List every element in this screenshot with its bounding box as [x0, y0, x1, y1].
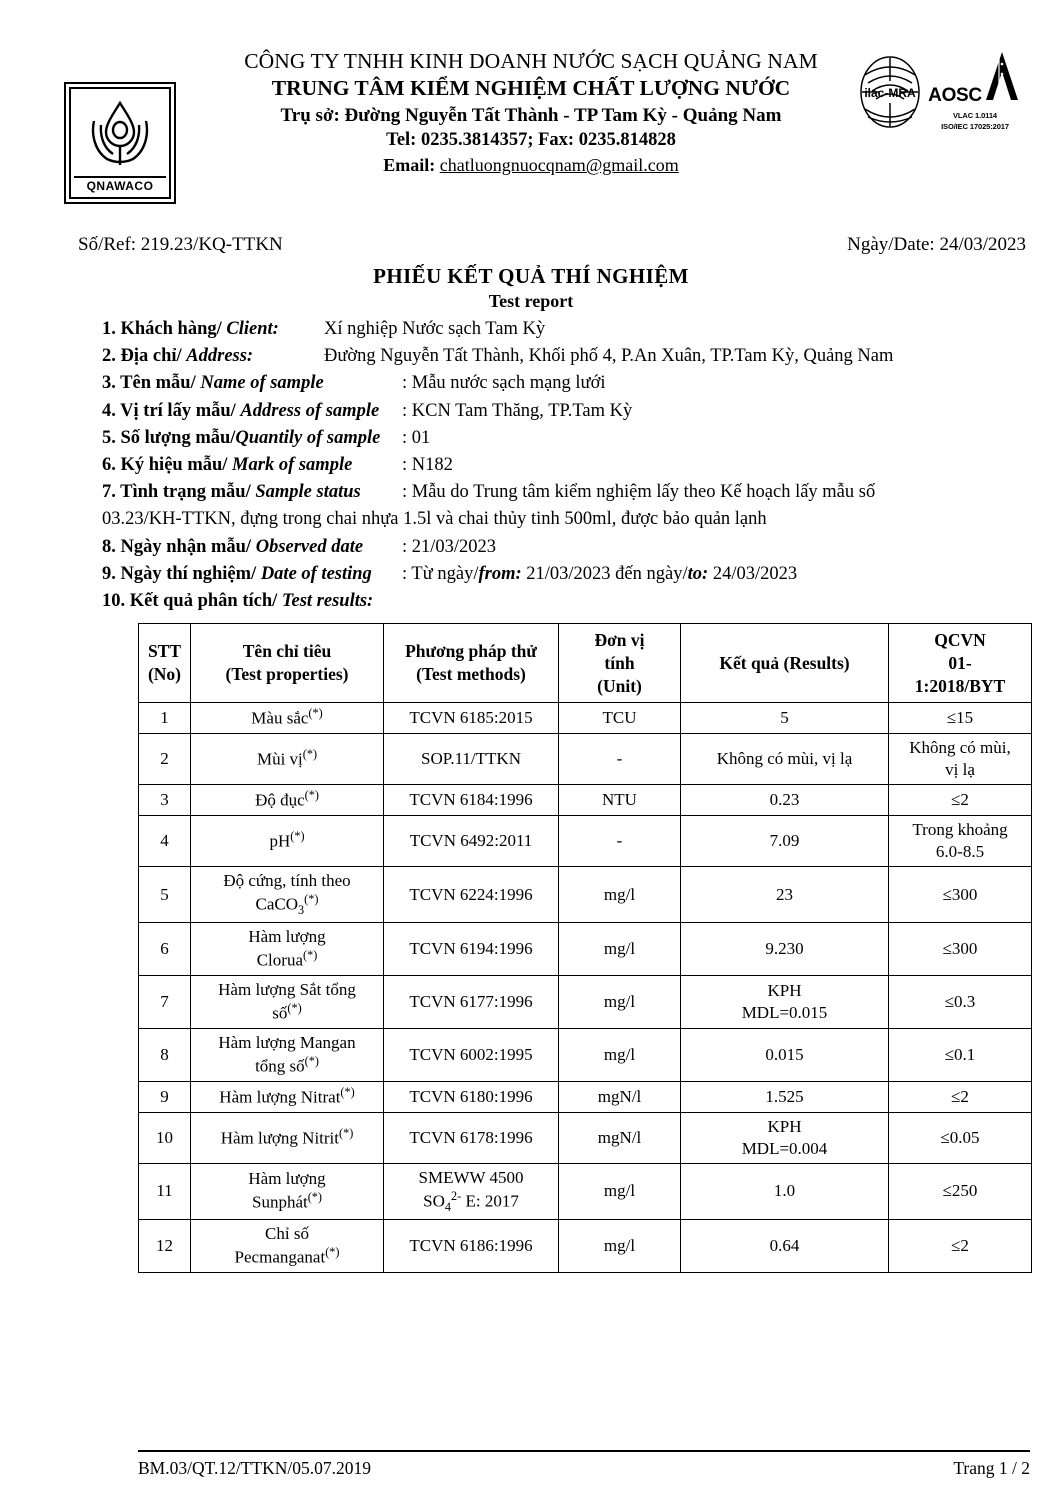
col-header-stt	[139, 624, 191, 703]
col-header-qcvn-l2: 01-	[948, 652, 972, 673]
qcvn-line2: 6.0-8.5	[935, 842, 985, 862]
cell-test-method: TCVN 6186:1996	[384, 1219, 559, 1272]
cell-stt: 12	[139, 1219, 191, 1272]
logo-frame-inner	[69, 87, 171, 199]
cell-test-method: TCVN 6184:1996	[384, 785, 559, 816]
phone-fax: Tel: 0235.3814357; Fax: 0235.814828	[386, 130, 676, 151]
info-label-observed-date-en: Observed date	[255, 536, 364, 557]
info-label-address-vi: 2. Địa chỉ/	[102, 346, 182, 367]
cell-test-property	[191, 734, 384, 785]
info-label-address-en: Address:	[186, 346, 254, 367]
center-name: TRUNG TÂM KIỂM NGHIỆM CHẤT LƯỢNG NƯỚC	[271, 75, 791, 100]
property-name-line1: Hàm lượng Mangan	[218, 1032, 356, 1052]
cell-test-property	[191, 703, 384, 734]
cell-qcvn-limit: ≤15	[889, 703, 1032, 734]
property-name-part: Pecmanganat	[234, 1247, 326, 1267]
info-row-sample-name	[102, 370, 1032, 397]
cell-result: 1.525	[681, 1081, 889, 1112]
cell-test-property	[191, 1163, 384, 1219]
page-title: PHIẾU KẾT QUẢ THÍ NGHIỆM	[373, 264, 689, 288]
aosc-chevron-icon	[982, 50, 1022, 109]
info-row-address	[102, 343, 1032, 370]
table-row	[139, 976, 1032, 1029]
testing-date-from-value: 21/03/2023 đến ngày/	[521, 563, 688, 584]
property-star-marker: (*)	[290, 829, 305, 844]
property-name: Độ đục	[255, 790, 305, 810]
cell-stt: 8	[139, 1028, 191, 1081]
cell-qcvn-limit: ≤2	[889, 1081, 1032, 1112]
testing-date-from-label: from:	[478, 563, 522, 584]
info-label-client-vi: 1. Khách hàng/	[102, 319, 222, 339]
cell-result: 0.015	[681, 1028, 889, 1081]
email-label: Email:	[383, 155, 436, 176]
aosc-mark-row	[928, 55, 1017, 109]
property-star-marker: (*)	[340, 1084, 355, 1099]
col-header-methods-en: (Test methods)	[416, 664, 526, 685]
col-header-qcvn	[889, 624, 1032, 703]
cell-qcvn-limit: ≤300	[889, 923, 1032, 976]
test-results-table	[138, 623, 1032, 1273]
method-line2	[386, 1189, 556, 1216]
sample-info-list	[102, 316, 1032, 615]
cell-test-method	[384, 1163, 559, 1219]
property-star-marker: (*)	[303, 948, 318, 963]
info-value-sample-status-line2: 03.23/KH-TTKN, đựng trong chai nhựa 1.5l và chai thủy tinh 500ml, được bảo quản lạnh	[102, 509, 767, 530]
info-row-sample-status-cont	[102, 506, 1032, 533]
cell-test-property	[191, 1028, 384, 1081]
col-header-unit	[559, 624, 681, 703]
property-name-line1: Hàm lượng Sắt tổng	[218, 980, 356, 1000]
qnawaco-logo	[64, 82, 176, 204]
info-label-test-results-en: Test results:	[281, 590, 374, 611]
cell-unit: mg/l	[559, 867, 681, 923]
qcvn-line1: Không có mùi,	[909, 738, 1011, 758]
formula-subscript: 3	[298, 903, 305, 918]
cell-test-method: TCVN 6178:1996	[384, 1112, 559, 1163]
table-row	[139, 923, 1032, 976]
email-address: chatluongnuocqnam@gmail.com	[439, 155, 679, 176]
cell-stt: 2	[139, 734, 191, 785]
email-line	[30, 153, 1032, 177]
cell-test-property	[191, 1112, 384, 1163]
cell-stt: 1	[139, 703, 191, 734]
cell-stt: 11	[139, 1163, 191, 1219]
cell-test-method: TCVN 6002:1995	[384, 1028, 559, 1081]
cell-unit: mgN/l	[559, 1081, 681, 1112]
property-name-line2	[193, 1190, 381, 1214]
logo-brand-text: QNAWACO	[74, 176, 166, 193]
info-label-observed-date-vi: 8. Ngày nhận mẫu/	[102, 536, 252, 557]
reference-line	[78, 234, 1026, 260]
water-drop-hands-icon	[81, 95, 159, 169]
info-value-address: Đường Nguyễn Tất Thành, Khối phố 4, P.An Xuân, TP.Tam Kỳ, Quảng Nam	[324, 346, 894, 367]
document-header	[0, 0, 1062, 200]
property-name-line2	[193, 1001, 381, 1025]
company-name: CÔNG TY TNHH KINH DOANH NƯỚC SẠCH QUẢNG NAM	[244, 49, 818, 73]
info-label-quantity-vi: 5. Số lượng mẫu/	[102, 427, 236, 448]
table-row	[139, 1081, 1032, 1112]
info-label-quantity-en: Quantily of sample	[235, 427, 381, 448]
cell-result: 23	[681, 867, 889, 923]
property-star-marker: (*)	[307, 1190, 322, 1205]
table-row	[139, 734, 1032, 785]
info-label-testing-date-en: Date of testing	[260, 563, 372, 584]
cell-result: Không có mùi, vị lạ	[681, 734, 889, 785]
cell-unit: mg/l	[559, 1163, 681, 1219]
info-label-testing-date-vi: 9. Ngày thí nghiệm/	[102, 563, 257, 584]
cell-test-property	[191, 867, 384, 923]
info-row-quantity	[102, 425, 1032, 452]
cell-qcvn-limit: ≤2	[889, 1219, 1032, 1272]
col-header-test-methods	[384, 624, 559, 703]
info-label-mark	[102, 452, 402, 479]
formula-subscript: 4	[444, 1199, 452, 1214]
cell-test-property	[191, 1219, 384, 1272]
property-name-line1: Độ cứng, tính theo	[223, 871, 351, 891]
col-header-results	[681, 624, 889, 703]
formula-superscript: 2-	[451, 1188, 462, 1203]
cell-unit: -	[559, 734, 681, 785]
table-row	[139, 785, 1032, 816]
info-label-quantity	[102, 425, 402, 452]
accreditation-logos	[859, 55, 1017, 132]
reference-number: Số/Ref: 219.23/KQ-TTKN	[78, 234, 283, 255]
table-row	[139, 1219, 1032, 1272]
info-value-sample-name: : Mẫu nước sạch mạng lưới	[402, 373, 606, 394]
info-label-mark-vi: 6. Ký hiệu mẫu/	[102, 454, 228, 475]
col-header-unit-vi2: tính	[604, 652, 635, 673]
property-star-marker: (*)	[339, 1125, 354, 1140]
property-name-part: Clorua	[256, 950, 303, 970]
cell-qcvn-limit: ≤0.3	[889, 976, 1032, 1029]
property-name-line2	[193, 948, 381, 972]
cell-result: 7.09	[681, 816, 889, 867]
svg-text:ilac-MRA: ilac-MRA	[864, 86, 916, 100]
info-label-sample-status	[102, 479, 402, 506]
property-name-formula: CaCO	[255, 894, 299, 914]
col-header-results-text: Kết quả (Results)	[719, 652, 850, 673]
info-row-mark	[102, 452, 1032, 479]
cell-stt: 4	[139, 816, 191, 867]
info-label-mark-en: Mark of sample	[232, 454, 353, 475]
info-label-testing-date	[102, 561, 402, 588]
form-code: BM.03/QT.12/TTKN/05.07.2019	[138, 1458, 372, 1478]
info-row-testing-date	[102, 561, 1032, 588]
table-row	[139, 816, 1032, 867]
info-value-mark: : N182	[402, 454, 453, 475]
cell-test-property	[191, 816, 384, 867]
qcvn-line2: vị lạ	[945, 760, 975, 780]
cell-result	[681, 976, 889, 1029]
cell-result: 0.23	[681, 785, 889, 816]
property-star-marker: (*)	[287, 1001, 302, 1016]
cell-qcvn-limit: ≤0.05	[889, 1112, 1032, 1163]
info-label-test-results-vi: 10. Kết quả phân tích/	[102, 590, 278, 611]
info-label-sample-status-vi: 7. Tình trạng mẫu/	[102, 482, 251, 503]
cell-qcvn-limit: ≤250	[889, 1163, 1032, 1219]
property-name: Hàm lượng Nitrit	[220, 1128, 340, 1148]
property-name-line2	[193, 892, 381, 919]
table-row	[139, 1028, 1032, 1081]
property-star-marker: (*)	[304, 1054, 319, 1068]
table-row	[139, 867, 1032, 923]
cell-stt: 9	[139, 1081, 191, 1112]
cell-test-method: TCVN 6180:1996	[384, 1081, 559, 1112]
col-header-stt-en: (No)	[147, 664, 182, 685]
result-line1: KPH	[767, 1116, 802, 1136]
page-subtitle: Test report	[488, 291, 574, 311]
ilac-mra-icon	[859, 55, 921, 129]
property-name-part: tổng số	[255, 1056, 305, 1076]
info-row-sample-status	[102, 479, 1032, 506]
office-address: Trụ sở: Đường Nguyễn Tất Thành - TP Tam Kỳ - Quảng Nam	[280, 104, 782, 126]
cell-test-method: TCVN 6194:1996	[384, 923, 559, 976]
info-value-sample-address: : KCN Tam Thăng, TP.Tam Kỳ	[402, 400, 633, 421]
property-name-part: Sunphát	[252, 1193, 308, 1213]
info-value-sample-status: : Mẫu do Trung tâm kiểm nghiệm lấy theo Kế hoạch lấy mẫu số	[402, 482, 876, 503]
testing-date-to-label: to:	[687, 563, 709, 584]
cell-qcvn-limit: ≤2	[889, 785, 1032, 816]
cell-test-property	[191, 785, 384, 816]
table-row	[139, 1163, 1032, 1219]
cell-qcvn-limit: ≤0.1	[889, 1028, 1032, 1081]
info-label-sample-address-en: Address of sample	[240, 400, 380, 421]
info-label-sample-address	[102, 398, 402, 425]
test-results-table-wrapper	[138, 623, 1032, 1273]
col-header-unit-vi1: Đơn vị	[594, 630, 645, 651]
qcvn-line1: Trong khoảng	[912, 820, 1008, 839]
cell-qcvn-limit	[889, 816, 1032, 867]
col-header-stt-vi: STT	[147, 641, 182, 662]
aosc-accreditation-code: VLAC 1.0114	[953, 111, 997, 120]
info-label-client	[102, 316, 324, 343]
info-row-sample-address	[102, 398, 1032, 425]
testing-date-prefix: : Từ ngày/	[402, 563, 479, 584]
method-formula-suffix: E: 2017	[461, 1191, 519, 1211]
table-row	[139, 703, 1032, 734]
property-name-line1: Hàm lượng	[248, 927, 326, 947]
logo-frame-outer	[64, 82, 176, 204]
info-value-observed-date: : 21/03/2023	[402, 536, 497, 557]
aosc-standard-code: ISO/IEC 17025:2017	[941, 122, 1009, 132]
info-value-quantity: : 01	[402, 427, 431, 448]
cell-test-method: TCVN 6224:1996	[384, 867, 559, 923]
property-name-line1: Chỉ số	[265, 1223, 309, 1243]
cell-test-method: TCVN 6185:2015	[384, 703, 559, 734]
property-name-line2	[193, 1245, 381, 1269]
cell-stt: 6	[139, 923, 191, 976]
info-value-testing-date	[402, 564, 797, 584]
footer-divider	[138, 1450, 1030, 1452]
col-header-unit-en: (Unit)	[597, 675, 642, 696]
info-row-test-results-heading	[102, 588, 1032, 615]
info-label-sample-name	[102, 370, 402, 397]
cell-unit: -	[559, 816, 681, 867]
cell-test-property	[191, 1081, 384, 1112]
property-name-line2	[193, 1054, 381, 1078]
method-formula-base: SO	[423, 1191, 445, 1211]
info-label-observed-date	[102, 534, 402, 561]
col-header-qcvn-l1: QCVN	[934, 630, 986, 651]
info-row-client	[102, 316, 1032, 343]
cell-qcvn-limit	[889, 734, 1032, 785]
cell-result: 1.0	[681, 1163, 889, 1219]
property-star-marker: (*)	[308, 706, 323, 721]
cell-unit: mg/l	[559, 1028, 681, 1081]
footer-row	[138, 1458, 1030, 1482]
property-star-marker: (*)	[304, 788, 319, 803]
col-header-properties-en: (Test properties)	[225, 664, 349, 685]
property-name: Hàm lượng Nitrat	[219, 1087, 341, 1107]
result-line2: MDL=0.015	[741, 1002, 828, 1022]
result-line2: MDL=0.004	[741, 1138, 828, 1158]
cell-test-method: TCVN 6492:2011	[384, 816, 559, 867]
cell-unit: mg/l	[559, 976, 681, 1029]
cell-test-method: TCVN 6177:1996	[384, 976, 559, 1029]
cell-result: 5	[681, 703, 889, 734]
cell-result: 0.64	[681, 1219, 889, 1272]
property-star-marker: (*)	[325, 1244, 340, 1259]
info-label-sample-status-en: Sample status	[255, 482, 361, 503]
cell-test-property	[191, 976, 384, 1029]
col-header-test-properties	[191, 624, 384, 703]
info-value-client: Xí nghiệp Nước sạch Tam Kỳ	[324, 319, 546, 339]
info-label-sample-name-en: Name of sample	[200, 373, 324, 394]
cell-unit: TCU	[559, 703, 681, 734]
cell-unit: NTU	[559, 785, 681, 816]
info-label-address	[102, 343, 324, 370]
cell-stt: 5	[139, 867, 191, 923]
aosc-logo	[928, 55, 1017, 132]
cell-result: 9.230	[681, 923, 889, 976]
property-name: Màu sắc	[251, 708, 309, 728]
table-header-row	[139, 624, 1032, 703]
info-label-client-en: Client:	[226, 319, 279, 339]
aosc-label: AOSC	[928, 85, 982, 106]
cell-qcvn-limit: ≤300	[889, 867, 1032, 923]
property-star-marker: (*)	[302, 747, 318, 762]
col-header-qcvn-l3: 1:2018/BYT	[914, 675, 1006, 696]
result-line1: KPH	[767, 980, 802, 1000]
col-header-methods-vi: Phương pháp thử	[405, 641, 537, 662]
property-star-marker: (*)	[304, 892, 319, 907]
cell-unit: mgN/l	[559, 1112, 681, 1163]
cell-result	[681, 1112, 889, 1163]
info-label-sample-address-vi: 4. Vị trí lấy mẫu/	[102, 400, 236, 421]
cell-stt: 3	[139, 785, 191, 816]
property-name-line1: Hàm lượng	[248, 1169, 326, 1189]
cell-stt: 7	[139, 976, 191, 1029]
info-label-sample-name-vi: 3. Tên mẫu/	[102, 373, 196, 394]
page-number: Trang 1 / 2	[953, 1458, 1030, 1478]
property-name-part: số	[272, 1003, 288, 1023]
document-footer	[138, 1450, 1030, 1482]
testing-date-to-value: 24/03/2023	[708, 563, 798, 584]
table-row	[139, 1112, 1032, 1163]
cell-unit: mg/l	[559, 1219, 681, 1272]
property-name: pH	[269, 831, 291, 851]
cell-unit: mg/l	[559, 923, 681, 976]
cell-stt: 10	[139, 1112, 191, 1163]
col-header-properties-vi: Tên chỉ tiêu	[242, 641, 332, 662]
info-row-observed-date	[102, 534, 1032, 561]
method-line1: SMEWW 4500	[418, 1167, 524, 1187]
cell-test-method: SOP.11/TTKN	[384, 734, 559, 785]
property-name: Mùi vị	[256, 749, 303, 769]
report-date: Ngày/Date: 24/03/2023	[847, 234, 1026, 255]
cell-test-property	[191, 923, 384, 976]
